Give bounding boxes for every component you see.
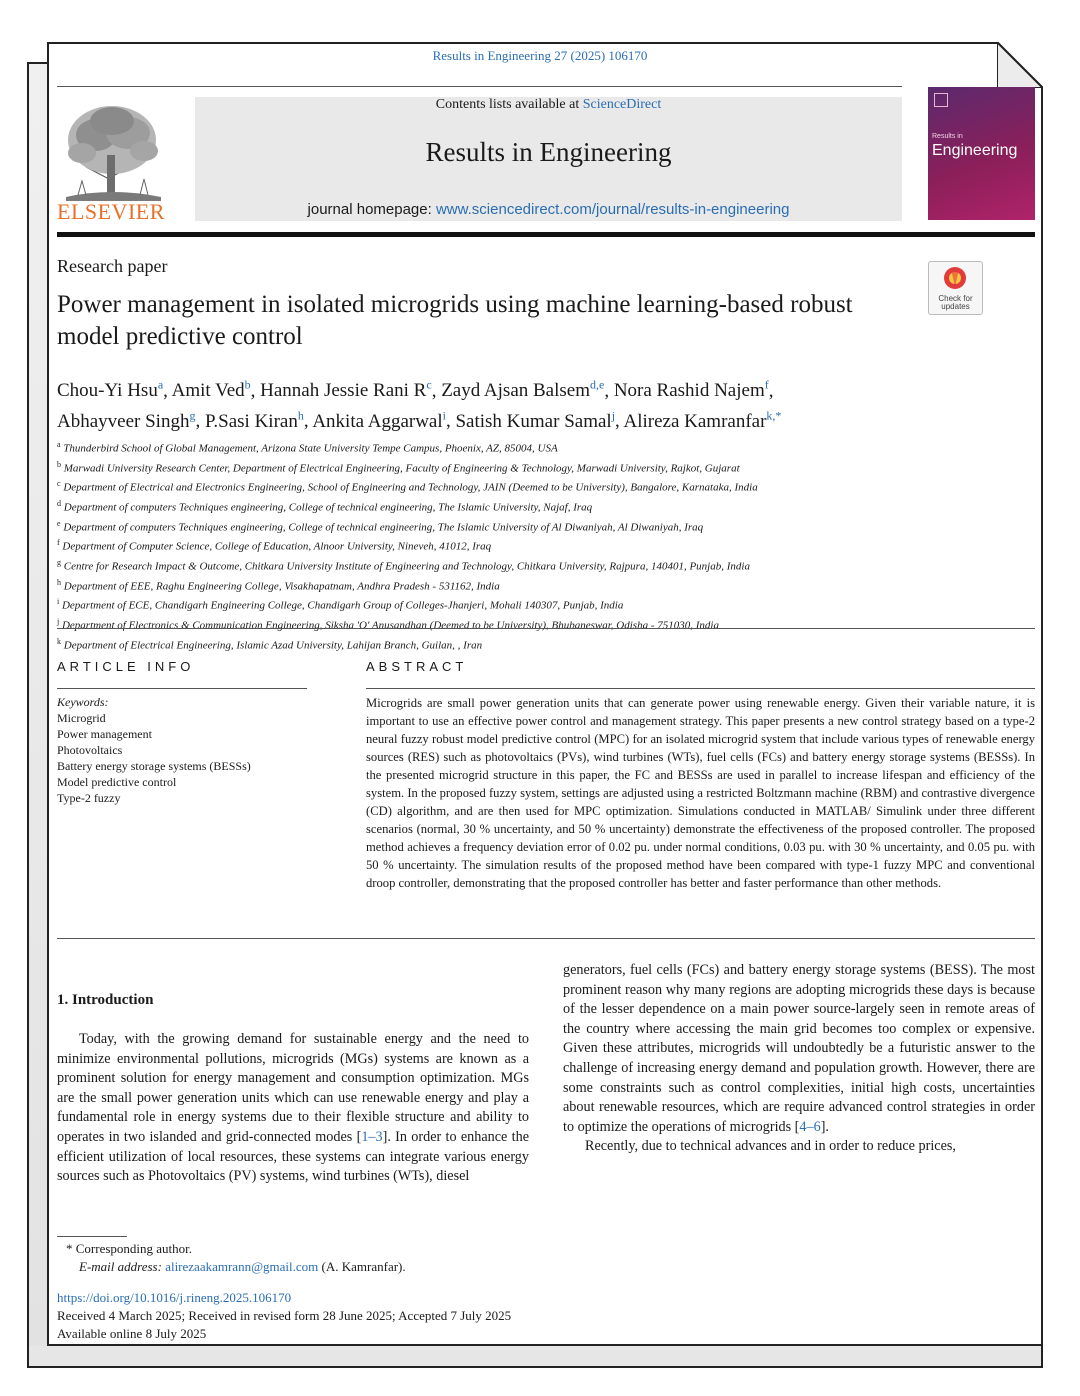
contents-line: [195, 97, 902, 113]
contents-prefix: Contents lists available at: [435, 97, 583, 112]
author[interactable]: Amit Ved$^b$: [171, 378, 251, 402]
author[interactable]: Abhayveer Singh$^g$: [57, 408, 196, 432]
paragraph: Recently, due to technical advances and in order to reduce prices,: [585, 1138, 956, 1155]
journal-header: [195, 97, 902, 221]
affiliation: $^d$ Department of computers Techniques engineering, College of technical engineering, The Islamic University, Najaf, Iraq: [57, 498, 593, 514]
paper-title: Power management in isolated microgrids using machine learning-based robust model predictive control: [57, 291, 853, 350]
affiliation: $^i$ Department of ECE, Chandigarh Engineering College, Chandigarh Group of Colleges-Jhanjeri, Mohali 140307, Punjab, India: [57, 597, 624, 612]
header-thick-rule: [57, 232, 1035, 237]
paragraph: generators, fuel cells (FCs) and battery energy storage systems (BESS). The most prominent reason why many regions are adopting microgrids these days is because of the lesser dependence on a main power source-largely seen in remote areas of the country where accessing the main grid becomes too complex or expensive. Given these attributes, microgrids will undoubtedly be a futuristic answer to the challenge of increasing energy demand and population growth. However, there are some constraints such as control complexities, initial high costs, uncertainties about renewable resources, which are require advanced control strategies in order to optimize the operations of microgrids [4–6].: [563, 962, 1035, 1135]
keyword: Model predictive control: [57, 775, 177, 789]
author[interactable]: Nora Rashid Najem$^f$: [613, 378, 769, 402]
available-online: Available online 8 July 2025: [57, 1326, 207, 1341]
cover-logo-icon: [934, 93, 948, 107]
body-column-left: [57, 1030, 529, 1187]
footnote-rule: [57, 1236, 127, 1237]
author[interactable]: Alireza Kamranfar$^{k,*}$: [623, 408, 782, 432]
keyword: Power management: [57, 727, 152, 741]
affiliation: $^a$ Thunderbird School of Global Management, Arizona State University Tempe Campus, Phoenix, AZ, 85004, USA: [57, 440, 558, 455]
keyword: Photovoltaics: [57, 743, 123, 757]
check-for-updates-button[interactable]: [928, 261, 983, 315]
journal-reference[interactable]: Results in Engineering 27 (2025) 106170: [432, 48, 648, 63]
affiliation: $^b$ Marwadi University Research Center, Department of Electrical Engineering, Faculty of Engineering & Technology, Marwadi University, Rajkot, Gujarat: [57, 459, 740, 475]
citation-link[interactable]: 1–3: [361, 1128, 383, 1145]
author-list: Chou-Yi Hsu$^a$, Amit Ved$^b$, Hannah Jessie Rani $R^c$, Zayd Ajsan Balsem$^{d,e}$, Nora Rashid Najem$^f$, Abhayveer Singh$^g$, P.Sasi Kiran$^h$, Ankita Aggarwal$^i$, Satish Kumar Samal$^j$, Alireza Kamranfar$^{k,*}$: [57, 378, 782, 432]
homepage-link[interactable]: www.sciencedirect.com/journal/results-in-engineering: [435, 201, 790, 218]
affiliation: $^c$ Department of Electrical and Electronics Engineering, School of Engineering and Technology, JAIN (Deemed to be University), Bangalore, Karnataka, India: [57, 479, 758, 494]
article-info-heading: ARTICLE INFO: [57, 659, 195, 674]
section-heading-introduction: 1. Introduction: [57, 992, 154, 1008]
email-suffix: (A. Kamranfar).: [318, 1259, 406, 1274]
footnotes: [66, 1240, 406, 1276]
affiliations-rule: [57, 628, 1035, 629]
corresponding-author-note: * Corresponding author.: [66, 1241, 193, 1256]
body-column-right: [563, 961, 1035, 1157]
affiliation: $^k$ Department of Electrical Engineering, Islamic Azad University, Lahijan Branch, Guilan, , Iran: [57, 636, 483, 652]
paragraph: Today, with the growing demand for sustainable energy and the need to minimize environmental pollutions, microgrids (MGs) systems are known as a prominent solution for energy management and consumption optimization. MGs are the small power generation units which can use renewable energy and play a fundamental role in energy systems due to their flexible structure and ability to operates in two islanded and grid-connected modes [1–3]. In order to enhance the efficient utilization of local resources, these systems can integrate various energy sources such as Photovoltaics (PV) systems, wind turbines (WTs), diesel: [57, 1031, 529, 1185]
affiliation: $^j$ Department of Electronics & Communication Engineering, Siksha 'O' Anusandhan (Deemed to be University), Bhubaneswar, Odisha - 751030, India: [57, 616, 719, 632]
article-type: Research paper: [57, 256, 168, 276]
abstract-heading: ABSTRACT: [366, 659, 468, 674]
affiliation: $^f$ Department of Computer Science, College of Education, Alnoor University, Nineveh, 41012, Iraq: [57, 538, 492, 553]
journal-title: Results in Engineering: [425, 137, 672, 167]
author[interactable]: Ankita Aggarwal$^i$: [312, 408, 446, 432]
abstract-rule: [366, 688, 1035, 689]
abstract-bottom-rule: [57, 938, 1035, 939]
cover-title: Engineering: [932, 142, 1018, 159]
author[interactable]: Chou-Yi Hsu$^a$: [57, 378, 164, 402]
cover-subtitle: Results in: [932, 133, 963, 140]
article-history: [57, 1289, 511, 1343]
citation-link[interactable]: 4–6: [799, 1118, 821, 1135]
check-updates-label: Check for updates: [938, 294, 973, 311]
author[interactable]: P.Sasi Kiran$^h$: [204, 408, 304, 432]
publisher-name: ELSEVIER: [57, 199, 165, 224]
keywords-block: [57, 694, 317, 806]
doi-link[interactable]: https://doi.org/10.1016/j.rineng.2025.106170: [57, 1290, 292, 1305]
author[interactable]: Hannah Jessie Rani $R^c$: [260, 378, 432, 402]
abstract-text: Microgrids are small power generation units that can generate power using renewable energy. Given their variable nature, it is important to use an effective power control and management strategy. This paper presents a new control strategy based on a type-2 neural fuzzy robust model predictive control (MPC) for an isolated microgrid system that include various types of renewable energy sources (RES) such as photovoltaics (PVs), wind turbines (WTs), fuel cells (FCs) and battery energy storage systems (BESSs). In the presented microgrid structure in this paper, the FC and BESSs are used in parallel to increase lifespan and efficiency of the system. In the proposed fuzzy system, settings are adjusted using a restricted Boltzmann machine (RBM) and contrastive divergence (CD) algorithm, and are then used for MPC optimization. Simulations conducted in MATLAB/ Simulink under three different scenarios (normal, 30 % uncertainty, and 50 % uncertainty) demonstrate the effectiveness of the proposed controller. The proposed method achieves a frequency deviation error of 0.02 pu. under normal conditions, 0.03 pu. with 30 % uncertainty, and 0.05 pu. with 50 % uncertainty. The simulation results of the proposed method have been compared with type-1 fuzzy MPC and conventional droop controller, demonstrating that the proposed controller has better and faster performance than other methods.: [366, 696, 1035, 890]
email-note: [66, 1258, 406, 1276]
affiliation: $^e$ Department of computers Techniques engineering, College of technical engineering, The Islamic University of Al Diwaniyah, Al Diwaniyah, Iraq: [57, 518, 704, 534]
homepage-prefix: journal homepage:: [307, 201, 436, 218]
affiliation-list: [57, 437, 1037, 653]
article-info-rule: [57, 688, 307, 689]
sciencedirect-link[interactable]: ScienceDirect: [582, 97, 662, 112]
affiliation: $^g$ Centre for Research Impact & Outcome, Chitkara University Institute of Engineering and Technology, Chitkara University, Rajpura, 140401, Punjab, India: [57, 557, 750, 573]
check-updates-icon: [942, 265, 968, 295]
email-label: E-mail address:: [79, 1259, 166, 1274]
header-rule: [57, 86, 902, 87]
keywords-label: Keywords:: [57, 695, 109, 709]
email-link[interactable]: alirezaakamrann@gmail.com: [165, 1259, 319, 1274]
journal-cover[interactable]: [928, 87, 1035, 220]
keyword: Battery energy storage systems (BESSs): [57, 759, 251, 773]
author[interactable]: Satish Kumar Samal$^j$: [455, 408, 616, 432]
received-dates: Received 4 March 2025; Received in revised form 28 June 2025; Accepted 7 July 2025: [57, 1308, 512, 1323]
journal-homepage: [195, 201, 902, 218]
keyword: Microgrid: [57, 711, 106, 725]
author[interactable]: Zayd Ajsan Balsem$^{d,e}$: [441, 378, 605, 402]
affiliation: $^h$ Department of EEE, Raghu Engineering College, Visakhapatnam, Andhra Pradesh - 531162, India: [57, 577, 500, 593]
page-frame-left: [27, 62, 49, 1368]
page-frame-bottom: [27, 1346, 1043, 1368]
keyword: Type-2 fuzzy: [57, 791, 121, 805]
